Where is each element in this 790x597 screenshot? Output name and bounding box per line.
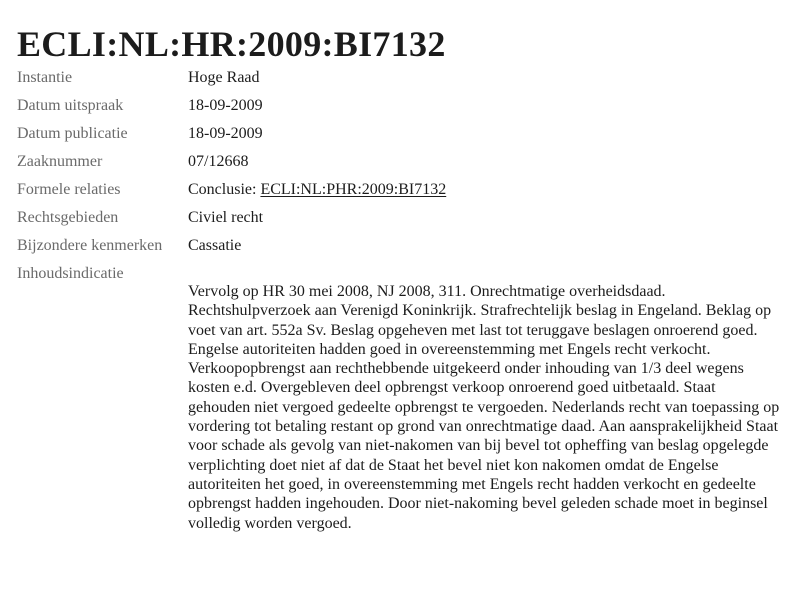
value-datum-publicatie: 18-09-2009: [188, 125, 263, 142]
label-rechtsgebieden: Rechtsgebieden: [17, 209, 119, 226]
label-datum-uitspraak: Datum uitspraak: [17, 97, 124, 114]
value-instantie: Hoge Raad: [188, 69, 260, 86]
conclusie-ecli-link[interactable]: ECLI:NL:PHR:2009:BI7132: [260, 181, 447, 198]
value-zaaknummer: 07/12668: [188, 153, 249, 170]
value-bijzondere-kenmerken: Cassatie: [188, 237, 242, 254]
label-formele-relaties: Formele relaties: [17, 181, 121, 198]
document-title: ECLI:NL:HR:2009:BI7132: [17, 24, 446, 64]
label-zaaknummer: Zaaknummer: [17, 153, 103, 170]
label-datum-publicatie: Datum publicatie: [17, 125, 128, 142]
label-instantie: Instantie: [17, 69, 73, 86]
value-formele-relaties: [188, 181, 446, 199]
conclusie-prefix: Conclusie:: [188, 181, 261, 198]
label-bijzondere-kenmerken: Bijzondere kenmerken: [17, 237, 163, 254]
value-rechtsgebieden: Civiel recht: [188, 209, 264, 226]
inhoudsindicatie-text: Vervolg op HR 30 mei 2008, NJ 2008, 311. Onrechtmatige overheidsdaad. Rechtshulpverzoek aan Verenigd Koninkrijk. Strafrechtelijk beslag in Engeland. Beklag op voet van art. 552a Sv. Beslag opgeheven met last tot teruggave beslagen onroerend goed. Engelse autoriteiten hadden goed in overeenstemming met Engels recht verkocht. Verkoopopbrengst aan rechthebbende uitgekeerd onder inhouding van 1/3 deel wegens kosten e.d. Overgebleven deel opbrengst verkoop onroerend goed uitbetaald. Staat gehouden niet vergoed gedeelte opbrengst te vergoeden. Nederlands recht van toepassing op vordering tot betaling restant op grond van onrechtmatige daad. Aan aansprakelijkheid Staat voor schade als gevolg van niet-nakomen van bij bevel tot opheffing van beslag opgelegde verplichting doet niet af dat de Staat het bevel niet kon nakomen omdat de Engelse autoriteiten het goed, in overeenstemming met Engels recht hadden verkocht en gedeelte opbrengst hadden ingehouden. Door niet-nakoming bevel geleden schade moet in beginsel volledig worden vergoed.: [188, 283, 780, 532]
label-inhoudsindicatie: Inhoudsindicatie: [17, 265, 124, 282]
value-datum-uitspraak: 18-09-2009: [188, 97, 263, 114]
